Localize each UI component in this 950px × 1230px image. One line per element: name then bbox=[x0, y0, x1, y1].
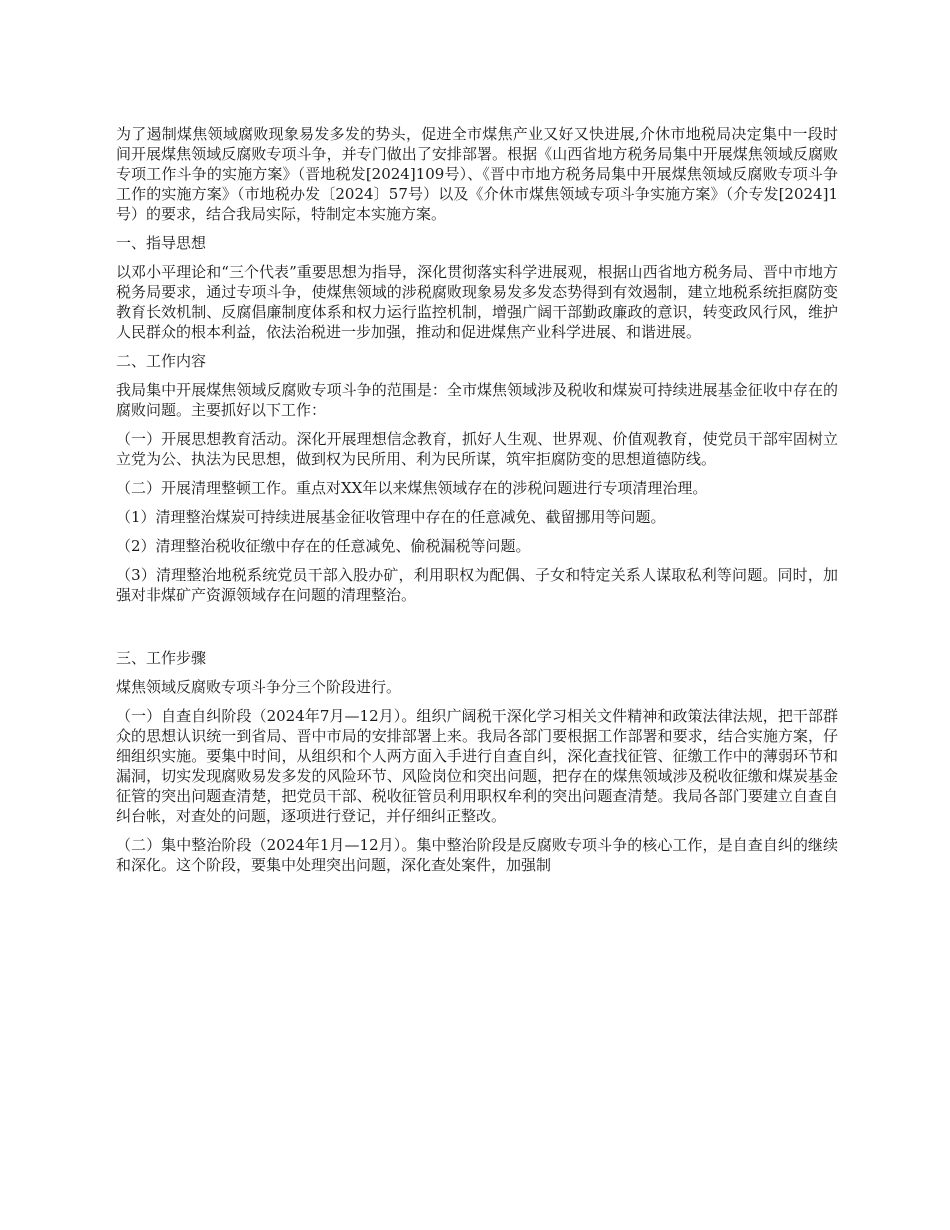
work-content-paragraph: 我局集中开展煤焦领域反腐败专项斗争的范围是：全市煤焦领域涉及税收和煤炭可持续进展基金征收中存在的腐败问题。主要抓好以下工作： bbox=[116, 381, 838, 419]
section-heading-work-steps: 三、工作步骤 bbox=[116, 649, 207, 667]
work-steps-stage-2: （二）集中整治阶段（2024年1月—12月）。集中整治阶段是反腐败专项斗争的核心工作，是自查自纠的继续和深化。这个阶段，要集中处理突出问题，深化查处案件，加强制 bbox=[116, 836, 838, 874]
intro-paragraph: 为了遏制煤焦领域腐败现象易发多发的势头，促进全市煤焦产业又好又快进展,介休市地税局决定集中一段时间开展煤焦领域反腐败专项斗争，并专门做出了安排部署。根据《山西省地方税务局集中开展煤焦领域反腐败专项工作斗争的实施方案》（晋地税发[2024]109号）、《晋中市地方税务局集中开展煤焦领域反腐败专项斗争工作的实施方案》（市地税办发〔2024〕57号）以及《介休市煤焦领域专项斗争实施方案》（介专发[2024]1号）的要求，结合我局实际，特制定本实施方案。 bbox=[116, 125, 838, 223]
section-spacer bbox=[116, 614, 838, 648]
document-page bbox=[116, 124, 838, 884]
guiding-ideology-paragraph: 以邓小平理论和“三个代表”重要思想为指导，深化贯彻落实科学进展观，根据山西省地方税务局、晋中市地方税务局要求，通过专项斗争，使煤焦领域的涉税腐败现象易发多发态势得到有效遏制，建立地税系统拒腐防变教育长效机制、反腐倡廉制度体系和权力运行监控机制，增强广阔干部勤政廉政的意识，转变政风行风，维护人民群众的根本利益，依法治税进一步加强，推动和促进煤焦产业科学进展、和谐进展。 bbox=[116, 263, 838, 341]
section-heading-work-content: 二、工作内容 bbox=[116, 352, 207, 370]
work-steps-stage-1: （一）自查自纠阶段（2024年7月—12月）。组织广阔税干深化学习相关文件精神和政策法律法规，把干部群众的思想认识统一到省局、晋中市局的安排部署上来。我局各部门要根据工作部署和要求，结合实施方案，仔细组织实施。要集中时间，从组织和个人两方面入手进行自查自纠，深化查找征管、征缴工作中的薄弱环节和漏洞，切实发现腐败易发多发的风险环节、风险岗位和突出问题，把存在的煤焦领域涉及税收征缴和煤炭基金征管的突出问题查清楚，把党员干部、税收征管员利用职权牟利的突出问题查清楚。我局各部门要建立自查自纠台帐，对查处的问题，逐项进行登记，并仔细纠正整改。 bbox=[116, 707, 838, 825]
work-steps-paragraph: 煤焦领域反腐败专项斗争分三个阶段进行。 bbox=[116, 678, 402, 696]
work-content-subitem-2: （2）清理整治税收征缴中存在的任意减免、偷税漏税等问题。 bbox=[116, 537, 531, 555]
work-content-item-1: （一）开展思想教育活动。深化开展理想信念教育，抓好人生观、世界观、价值观教育，使党员干部牢固树立立党为公、执法为民思想，做到权为民所用、利为民所谋，筑牢拒腐防变的思想道德防线。 bbox=[116, 430, 838, 468]
work-content-item-2: （二）开展清理整顿工作。重点对XX年以来煤焦领域存在的涉税问题进行专项清理治理。 bbox=[116, 479, 708, 497]
work-content-subitem-3: （3）清理整治地税系统党员干部入股办矿，利用职权为配偶、子女和特定关系人谋取私利等问题。同时，加强对非煤矿产资源领域存在问题的清理整治。 bbox=[116, 566, 838, 604]
work-content-subitem-1: （1）清理整治煤炭可持续进展基金征收管理中存在的任意减免、截留挪用等问题。 bbox=[116, 508, 666, 526]
section-heading-guiding-ideology: 一、指导思想 bbox=[116, 234, 207, 252]
